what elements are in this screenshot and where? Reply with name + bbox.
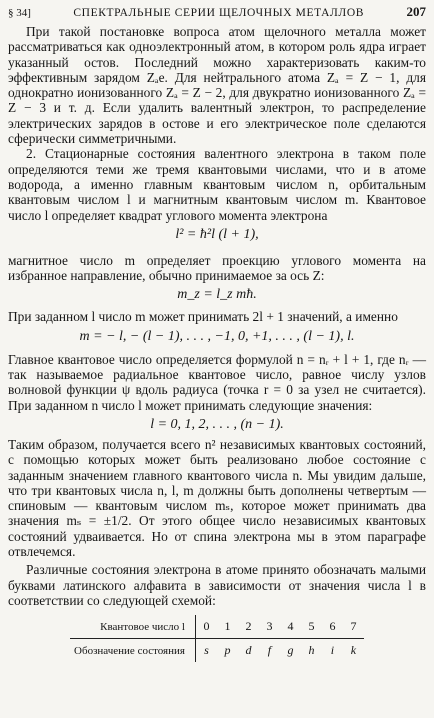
paragraph-6: Таким образом, получается всего n² независимых квантовых состояний, с помощью которых может быть реализовано любое состояние с заданным значением главного квантового числа n. Мы увидим дальше, что три квантовых числа n, l, m должны быть дополнены четвертым — спиновым — квантовым числом mₛ, которое может принимать два значения mₛ = ±1/2. От этого общее число независимых квантовых состояний удваивается. Но от спина электрона мы в этом параграфе отвлечемся. xyxy=(8,436,426,560)
paragraph-2: 2. Стационарные состояния валентного электрона в таком поле определяются теми же тремя квантовыми числами, что и в атоме водорода, а именно главным квантовым числом n, орбитальным квантовым числом l и магнитным квантовым числом m. Квантовое число l определяет квадрат углового момента электрона xyxy=(8,146,426,223)
table-cell: s xyxy=(195,639,217,663)
table-cell: 5 xyxy=(308,619,315,634)
table-cell: 7 xyxy=(350,619,357,634)
equation-l-values: l = 0, 1, 2, . . . , (n − 1). xyxy=(150,416,284,432)
table-cell: k xyxy=(343,639,364,663)
table-cell: g xyxy=(280,639,301,663)
table-row-quantum-number xyxy=(70,615,364,639)
paragraph-3: магнитное число m определяет проекцию углового момента на избранное направление, обычно принимаемое за ось Z: xyxy=(8,252,426,284)
table-cell: f xyxy=(259,639,280,663)
equation-projection: m_z = l_z mħ. xyxy=(177,287,257,303)
equation-m-values: m = − l, − (l − 1), . . . , −1, 0, +1, . . . , (l − 1), l. xyxy=(79,328,355,344)
table-cell: i xyxy=(322,639,343,663)
row-label-quantum-number: Квантовое число l xyxy=(70,615,195,639)
running-title: СПЕКТРАЛЬНЫЕ СЕРИИ ЩЕЛОЧНЫХ МЕТАЛЛОВ xyxy=(73,7,365,19)
table-cell: 4 xyxy=(287,619,294,634)
paragraph-4: При заданном l число m может принимать 2l + 1 значений, а именно xyxy=(8,309,398,325)
equation-angular-momentum: l² = ħ²l (l + 1), xyxy=(175,226,259,242)
table-row-state-notation xyxy=(70,639,364,663)
state-notation-table xyxy=(70,615,364,662)
table-cell: 1 xyxy=(224,619,231,634)
running-header xyxy=(8,4,426,24)
section-marker: § 34] xyxy=(8,7,31,19)
paragraph-1: При такой постановке вопроса атом щелочного металла может рассматриваться как одноэлектронный атом, в котором роль ядра играет указанный остов. Последний можно характеризовать каким-то эффективным зарядом Zₐe. Для нейтрального атома Zₐ = Z − 1, для однократно ионизованного Zₐ = Z − 2, для двукратно ионизованного Zₐ = Z − 3 и т. д. Если удалить валентный электрон, то распределение электрических зарядов в остове и его электрическое поле сделаются сферически симметричными. xyxy=(8,24,426,147)
row-label-state-notation: Обозначение состояния xyxy=(70,639,195,663)
table-cell: d xyxy=(238,639,259,663)
table-cell: p xyxy=(217,639,238,663)
table-cell: h xyxy=(301,639,322,663)
table-cell: 6 xyxy=(329,619,336,634)
table-cell: 3 xyxy=(266,619,273,634)
page-number: 207 xyxy=(406,4,426,19)
table-cell: 2 xyxy=(245,619,252,634)
table-cell: 0 xyxy=(203,619,210,634)
paragraph-5: Главное квантовое число определяется формулой n = nᵣ + l + 1, где nᵣ — так называемое радиальное квантовое число, равное числу узлов волновой функции ψ вдоль радиуса (точка r = 0 за узел не считается). При заданном n число l может принимать следующие значения: xyxy=(8,351,426,413)
paragraph-7: Различные состояния электрона в атоме принято обозначать малыми буквами латинского алфавита в зависимости от значения числа l в соответствии со следующей схемой: xyxy=(8,562,426,608)
